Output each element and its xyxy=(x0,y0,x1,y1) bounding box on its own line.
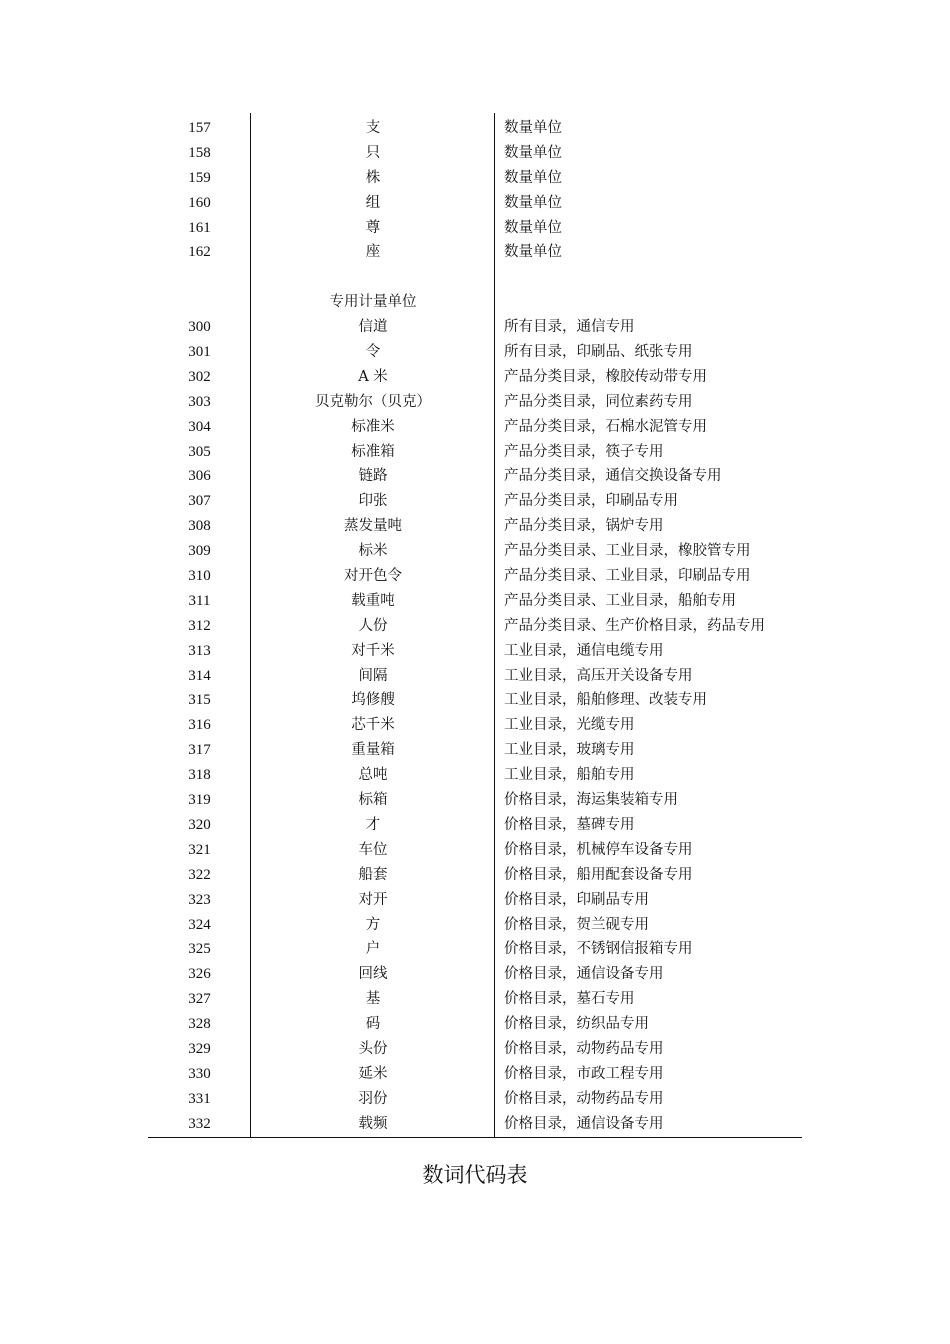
unit-note: 产品分类目录，石棉水泥管专用 xyxy=(504,418,707,435)
unit-code: 305 xyxy=(188,443,211,460)
table-row xyxy=(148,763,802,788)
unit-code: 317 xyxy=(188,742,211,759)
table-row xyxy=(148,464,802,489)
unit-code: 312 xyxy=(188,617,211,634)
table-row xyxy=(148,216,802,241)
unit-code: 162 xyxy=(188,244,211,261)
table-row xyxy=(148,489,802,514)
unit-name: 间隔 xyxy=(358,667,388,684)
unit-name: 载重吨 xyxy=(351,592,395,609)
section-heading: 专用计量单位 xyxy=(329,294,417,311)
table-row xyxy=(148,116,802,141)
unit-note: 所有目录，通信专用 xyxy=(504,319,635,336)
unit-name: 印张 xyxy=(358,493,388,510)
unit-code: 326 xyxy=(188,966,211,983)
table-row xyxy=(148,564,802,589)
unit-code: 313 xyxy=(188,642,211,659)
table-row xyxy=(148,589,802,614)
unit-note: 价格目录，贺兰砚专用 xyxy=(504,916,649,933)
unit-code: 160 xyxy=(188,194,211,211)
unit-code: 301 xyxy=(188,344,211,361)
unit-note: 价格目录，动物药品专用 xyxy=(504,1040,664,1057)
unit-note: 产品分类目录、工业目录，印刷品专用 xyxy=(504,568,751,585)
unit-name: 株 xyxy=(365,169,381,186)
table-row xyxy=(148,614,802,639)
unit-code: 332 xyxy=(188,1115,211,1132)
table-row xyxy=(148,987,802,1012)
unit-name: 才 xyxy=(365,816,381,833)
unit-code: 311 xyxy=(188,592,211,609)
unit-name: 只 xyxy=(365,144,381,161)
unit-code: 310 xyxy=(188,568,211,585)
unit-name: 羽份 xyxy=(358,1090,388,1107)
table-row xyxy=(148,1062,802,1087)
unit-note: 价格目录，不锈钢信报箱专用 xyxy=(504,941,693,958)
unit-code: 157 xyxy=(188,120,211,136)
unit-note: 价格目录，市政工程专用 xyxy=(504,1065,664,1082)
unit-code: 308 xyxy=(188,518,211,535)
unit-note: 价格目录，通信设备专用 xyxy=(504,966,664,983)
unit-code xyxy=(148,290,251,315)
unit-name: 回线 xyxy=(358,966,388,983)
unit-note xyxy=(495,290,802,315)
unit-name: 尊 xyxy=(365,219,381,236)
unit-note: 产品分类目录，印刷品专用 xyxy=(504,493,678,510)
unit-note: 产品分类目录，筷子专用 xyxy=(504,443,664,460)
unit-note: 数量单位 xyxy=(504,194,562,211)
unit-name: 对开色令 xyxy=(344,568,402,585)
unit-name: 标箱 xyxy=(358,792,388,809)
unit-name: 标米 xyxy=(358,543,388,560)
table-row xyxy=(148,1087,802,1112)
table-row xyxy=(148,166,802,191)
unit-code: 324 xyxy=(188,916,211,933)
unit-name: 载频 xyxy=(358,1115,388,1132)
unit-code: 300 xyxy=(188,319,211,336)
unit-note: 工业目录，船舶专用 xyxy=(504,767,635,784)
table-row xyxy=(148,863,802,888)
section-heading-row xyxy=(148,290,802,315)
table-row xyxy=(148,788,802,813)
table-row xyxy=(148,415,802,440)
unit-code: 161 xyxy=(188,219,211,236)
table-row xyxy=(148,315,802,340)
unit-note: 数量单位 xyxy=(504,219,562,236)
column-divider-1 xyxy=(250,113,251,1137)
unit-name: 令 xyxy=(365,344,381,361)
unit-name: 组 xyxy=(365,194,381,211)
table-row xyxy=(148,1012,802,1037)
table-row xyxy=(148,664,802,689)
next-section-title: 数词代码表 xyxy=(422,1163,528,1187)
unit-note: 工业目录，通信电缆专用 xyxy=(504,642,664,659)
unit-note: 产品分类目录、工业目录，橡胶管专用 xyxy=(504,543,751,560)
unit-note: 产品分类目录，锅炉专用 xyxy=(504,518,664,535)
unit-code: 303 xyxy=(188,393,211,410)
unit-note: 所有目录，印刷品、纸张专用 xyxy=(504,344,693,361)
unit-code: 320 xyxy=(188,816,211,833)
unit-note: 产品分类目录，通信交换设备专用 xyxy=(504,468,722,485)
unit-name: 对千米 xyxy=(351,642,395,659)
unit-note: 价格目录，通信设备专用 xyxy=(504,1115,664,1132)
table-row xyxy=(148,888,802,913)
table-row xyxy=(148,539,802,564)
table-row xyxy=(148,265,802,290)
unit-code: 329 xyxy=(188,1040,211,1057)
unit-name: 延米 xyxy=(358,1065,388,1082)
unit-code: 306 xyxy=(188,468,211,485)
unit-note: 数量单位 xyxy=(504,169,562,186)
table-body xyxy=(148,116,802,1137)
unit-name: 总吨 xyxy=(358,767,388,784)
table-row xyxy=(148,962,802,987)
table-row xyxy=(148,240,802,265)
unit-name: 坞修艘 xyxy=(351,692,395,709)
unit-note: 数量单位 xyxy=(504,144,562,161)
unit-name: 方 xyxy=(365,916,381,933)
unit-code: 315 xyxy=(188,692,211,709)
table-row xyxy=(148,1112,802,1137)
unit-note xyxy=(495,265,802,290)
unit-note: 工业目录，船舶修理、改装专用 xyxy=(504,692,707,709)
unit-name: 码 xyxy=(365,1016,381,1033)
unit-name: 座 xyxy=(365,244,381,261)
unit-note: 工业目录，玻璃专用 xyxy=(504,742,635,759)
table-row xyxy=(148,191,802,216)
unit-name: 车位 xyxy=(358,841,388,858)
unit-name: 户 xyxy=(365,941,381,958)
unit-name: 头份 xyxy=(358,1040,388,1057)
unit-note: 价格目录，纺织品专用 xyxy=(504,1016,649,1033)
unit-code: 318 xyxy=(188,767,211,784)
table-row xyxy=(148,738,802,763)
unit-note: 工业目录，光缆专用 xyxy=(504,717,635,734)
unit-code xyxy=(148,265,251,290)
unit-name: 重量箱 xyxy=(351,742,395,759)
unit-code: 158 xyxy=(188,144,211,161)
unit-note: 产品分类目录、工业目录，船舶专用 xyxy=(504,592,736,609)
unit-code-table xyxy=(148,113,802,1138)
unit-name: 信道 xyxy=(358,319,388,336)
unit-note: 产品分类目录、生产价格目录，药品专用 xyxy=(504,617,765,634)
table-row xyxy=(148,913,802,938)
table-row xyxy=(148,340,802,365)
unit-code: 316 xyxy=(188,717,211,734)
unit-code: 309 xyxy=(188,543,211,560)
unit-name: 蒸发量吨 xyxy=(344,518,402,535)
unit-note: 工业目录，高压开关设备专用 xyxy=(504,667,693,684)
unit-code: 307 xyxy=(188,493,211,510)
unit-note: 数量单位 xyxy=(504,120,562,136)
unit-note: 价格目录，印刷品专用 xyxy=(504,891,649,908)
column-divider-2 xyxy=(494,113,495,1137)
unit-code: 322 xyxy=(188,866,211,883)
table-row xyxy=(148,713,802,738)
unit-code: 319 xyxy=(188,792,211,809)
unit-code: 159 xyxy=(188,169,211,186)
unit-name: 贝克勒尔（贝克） xyxy=(315,393,431,410)
unit-name: 对开 xyxy=(358,891,388,908)
table-row xyxy=(148,838,802,863)
table-row xyxy=(148,141,802,166)
unit-code: 325 xyxy=(188,941,211,958)
unit-name: 基 xyxy=(365,991,381,1008)
table-row xyxy=(148,514,802,539)
unit-code: 323 xyxy=(188,891,211,908)
unit-name: 标准米 xyxy=(351,418,395,435)
unit-note: 价格目录，墓石专用 xyxy=(504,991,635,1008)
table-row xyxy=(148,937,802,962)
table-row xyxy=(148,390,802,415)
table-row xyxy=(148,365,802,390)
unit-note: 产品分类目录，同位素药专用 xyxy=(504,393,693,410)
table-row xyxy=(148,639,802,664)
unit-name: 芯千米 xyxy=(351,717,395,734)
unit-name: 船套 xyxy=(358,866,388,883)
unit-note: 价格目录，墓碑专用 xyxy=(504,816,635,833)
table-row xyxy=(148,813,802,838)
unit-code: 314 xyxy=(188,667,211,684)
unit-note: 产品分类目录，橡胶传动带专用 xyxy=(504,368,707,385)
table-row xyxy=(148,1037,802,1062)
unit-note: 价格目录，海运集装箱专用 xyxy=(504,792,678,809)
unit-code: 327 xyxy=(188,991,211,1008)
unit-code: 328 xyxy=(188,1016,211,1033)
unit-name xyxy=(251,265,495,290)
unit-note: 数量单位 xyxy=(504,244,562,261)
unit-note: 价格目录，船用配套设备专用 xyxy=(504,866,693,883)
unit-name: 支 xyxy=(365,120,381,136)
unit-name: 人份 xyxy=(358,617,388,634)
unit-name: A 米 xyxy=(358,368,388,385)
unit-code: 321 xyxy=(188,841,211,858)
unit-note: 价格目录，机械停车设备专用 xyxy=(504,841,693,858)
unit-name: 链路 xyxy=(358,468,388,485)
unit-code: 304 xyxy=(188,418,211,435)
table-row xyxy=(148,440,802,465)
table-row xyxy=(148,688,802,713)
unit-code: 302 xyxy=(188,368,211,385)
unit-code: 331 xyxy=(188,1090,211,1107)
unit-code: 330 xyxy=(188,1065,211,1082)
unit-note: 价格目录，动物药品专用 xyxy=(504,1090,664,1107)
unit-name: 标准箱 xyxy=(351,443,395,460)
